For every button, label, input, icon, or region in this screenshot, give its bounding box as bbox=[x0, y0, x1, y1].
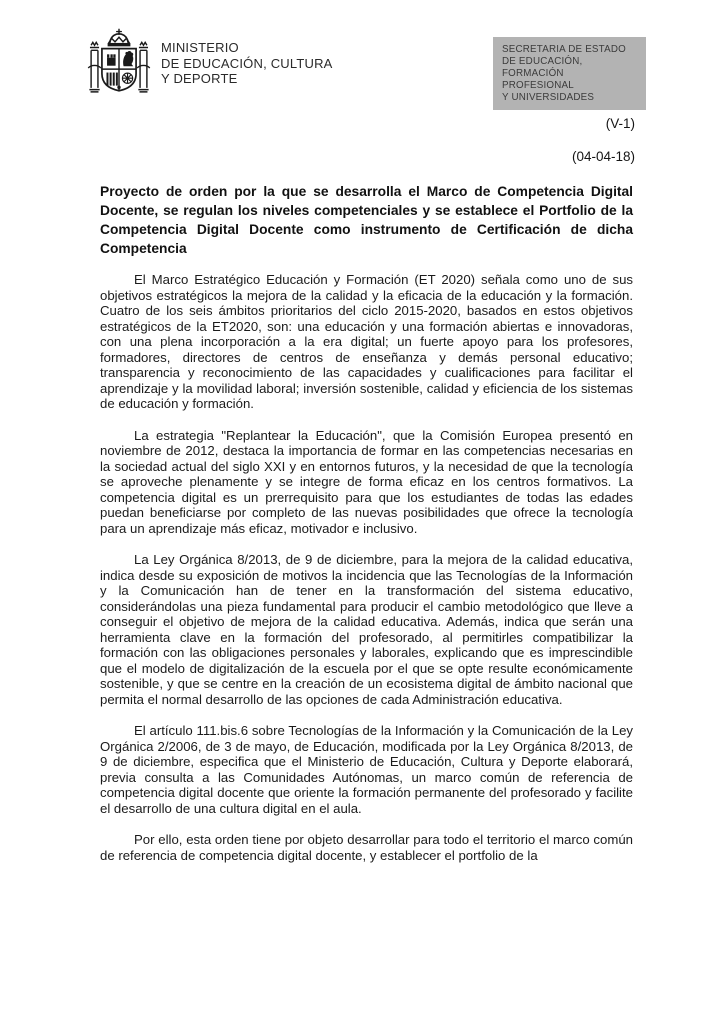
paragraph-5: Por ello, esta orden tiene por objeto desarrollar para todo el territorio el marco común de referencia de competencia digital docente, y establecer el portfolio de la bbox=[100, 832, 633, 863]
document-title: Proyecto de orden por la que se desarrolla el Marco de Competencia Digital Docente, se regulan los niveles competenciales y se establece el Portfolio de la Competencia Digital Docente como instrumento de Certificación de dicha Competencia bbox=[100, 184, 633, 256]
ministry-name bbox=[161, 40, 333, 87]
ministry-line-1: MINISTERIO bbox=[161, 40, 239, 55]
secretaria-line-2: DE EDUCACIÓN, bbox=[502, 56, 583, 67]
paragraph-4: El artículo 111.bis.6 sobre Tecnologías de la Información y la Comunicación de la Ley Orgánica 2/2006, de 3 de mayo, de Educación, modificada por la Ley Orgánica 8/2013, de 9 de diciembre, especifica que el Ministerio de Educación, Cultura y Deporte elaborará, previa consulta a las Comunidades Autónomas, un marco común de referencia de competencia digital docente que oriente la formación permanente del profesorado y facilite el desarrollo de una cultura digital en el aula. bbox=[100, 723, 633, 816]
ministry-line-3: Y DEPORTE bbox=[161, 71, 238, 86]
document-body bbox=[100, 182, 633, 879]
secretaria-line-1: SECRETARIA DE ESTADO bbox=[502, 44, 626, 55]
document-marks bbox=[572, 116, 635, 164]
secretaria-line-4: Y UNIVERSIDADES bbox=[502, 92, 595, 103]
paragraph-1: El Marco Estratégico Educación y Formación (ET 2020) señala como uno de sus objetivos estratégicos la mejora de la calidad y la eficacia de la educación y la formación. Cuatro de los seis ámbitos prioritarios del ciclo 2015-2020, basados en estos objetivos estratégicos de la ET2020, son: una educación y una formación abiertas e innovadoras, con una plena incorporación a la era digital; un fuerte apoyo para los profesores, formadores, directores de centros de enseñanza y demás personal educativo; transparencia y reconocimiento de las capacidades y cualificaciones para facilitar el aprendizaje y la movilidad laboral; inversión sostenible, calidad y eficiencia de los sistemas de educación y formación. bbox=[100, 272, 633, 411]
secretaria-box bbox=[493, 37, 646, 110]
paragraph-3: La Ley Orgánica 8/2013, de 9 de diciembre, para la mejora de la calidad educativa, indica desde su exposición de motivos la incidencia que las Tecnologías de la Información y la Comunicación han de tener en la transformación del sistema educativo, considerándolas una pieza fundamental para producir el cambio metodológico que lleve a conseguir el objetivo de mejora de la calidad educativa. Además, indica que serán una herramienta clave en la formación del profesorado, al permitirles compatibilizar la formación con las obligaciones personales y laborales, explicando que es imprescindible que el modelo de digitalización de la escuela por el que se opte resulte económicamente sostenible, y que se centre en la creación de un ecosistema digital de ámbito nacional que permita el normal desarrollo de las opciones de cada Administración educativa. bbox=[100, 552, 633, 707]
date-mark: (04-04-18) bbox=[571, 149, 635, 164]
ministry-line-2: DE EDUCACIÓN, CULTURA bbox=[161, 55, 333, 71]
version-mark: (V-1) bbox=[605, 116, 635, 131]
secretaria-line-3: FORMACIÓN PROFESIONAL bbox=[502, 68, 574, 91]
spain-coat-of-arms-icon bbox=[84, 27, 154, 101]
paragraph-2: La estrategia "Replantear la Educación", que la Comisión Europea presentó en noviembre de 2012, destaca la importancia de formar en las competencias necesarias en la sociedad actual del siglo XXI y en entornos futuros, y la necesidad de que la tecnología se aproveche plenamente y se integre de forma eficaz en los centros formativos. La competencia digital es un prerrequisito para que los estudiantes de todas las edades puedan beneficiarse por completo de las nuevas posibilidades que ofrece la tecnología para un aprendizaje más eficaz, motivador e inclusivo. bbox=[100, 427, 633, 536]
